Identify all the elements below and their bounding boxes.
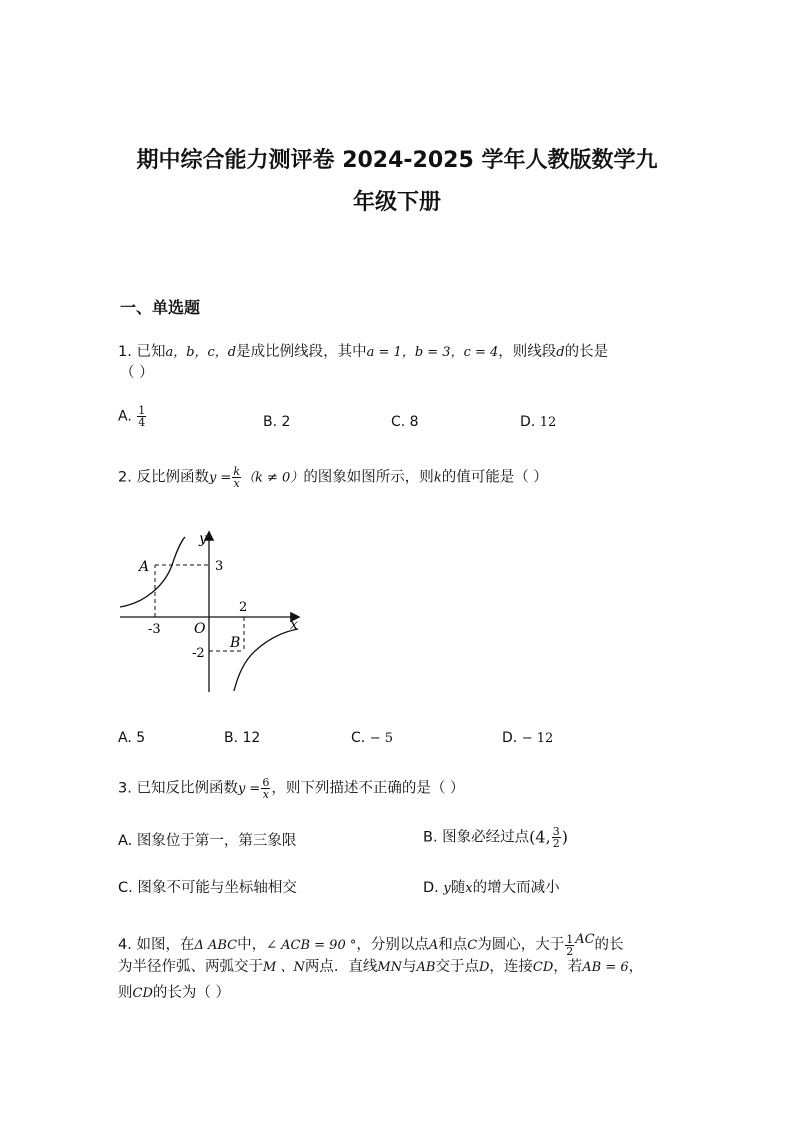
- q1-option-b[interactable]: B. 2: [263, 414, 291, 430]
- q4-ab: AB: [416, 960, 436, 975]
- q4-half-fraction: [565, 934, 574, 957]
- q3-option-d-x: x: [465, 881, 473, 896]
- q3-option-b-den: 2: [552, 837, 560, 850]
- q4-ab-value: AB = 6: [582, 960, 629, 975]
- question-2-stem: [118, 466, 548, 489]
- q3-option-d-mid: 随: [450, 880, 466, 896]
- q4-l1-e: 为圆心，大于: [477, 937, 565, 953]
- q2-fraction: [232, 466, 241, 489]
- question-4-line-2: [118, 957, 643, 978]
- point-a-label: A: [139, 559, 150, 575]
- q4-l2-d: 交于点: [435, 959, 479, 975]
- q1-text-before: 1. 已知: [118, 344, 166, 360]
- q2-option-d-value: − 12: [521, 731, 554, 746]
- tick-label-neg3: -3: [148, 622, 161, 637]
- q4-l2-a: 为半径作弧、两弧交于: [118, 959, 263, 975]
- q1-option-a-label: A.: [118, 408, 132, 425]
- tick-label-2: 2: [239, 600, 248, 615]
- q1-option-a-den: 4: [138, 416, 146, 429]
- q2-option-b[interactable]: B. 12: [224, 730, 261, 746]
- q4-angle: ∠ ACB = 90 °: [266, 938, 357, 953]
- q2-option-d-label: D.: [502, 730, 518, 746]
- q4-cd-2: CD: [132, 986, 153, 1001]
- q4-mn-points: M 、N: [263, 960, 305, 975]
- q1-option-d[interactable]: [520, 414, 556, 430]
- q4-l2-e: ，连接: [489, 959, 533, 975]
- q3-fraction: [261, 777, 270, 800]
- tick-label-neg2: -2: [192, 646, 205, 661]
- q2-frac-den: x: [233, 477, 240, 490]
- document-title-line1: 期中综合能力测评卷 2024-2025 学年人教版数学九: [136, 148, 658, 173]
- q1-text-end: 的长是: [564, 344, 609, 360]
- q1-option-a-fraction: [137, 405, 146, 428]
- q3-option-b-open: (4,: [529, 827, 551, 847]
- q4-half-num: 1: [566, 932, 574, 946]
- q4-l1-c: ，分别以点: [356, 937, 429, 953]
- q2-option-c-label: C.: [351, 730, 366, 746]
- q4-l1-d: 和点: [438, 937, 468, 953]
- q1-text-after: ，则线段: [498, 344, 557, 360]
- q1-option-d-value: 12: [539, 415, 557, 430]
- q4-ac: AC: [575, 932, 595, 947]
- q1-text-mid: 是成比例线段，其中: [236, 344, 367, 360]
- q2-text-after: 的图象如图所示，则: [303, 469, 434, 486]
- q3-option-b-num: 3: [552, 825, 560, 838]
- q2-option-c-value: − 5: [369, 731, 393, 746]
- q4-l2-f: ，若: [553, 959, 583, 975]
- q3-option-c[interactable]: C. 图象不可能与坐标轴相交: [118, 880, 297, 896]
- q3-option-b-label: B. 图象必经过点: [423, 829, 530, 846]
- q2-hyperbola-graph: [110, 525, 310, 700]
- q4-l1-b: 中，: [237, 937, 267, 953]
- q2-frac-num: k: [233, 465, 240, 478]
- q4-l1-f: 的长: [594, 937, 624, 953]
- q3-text-before: 3. 已知反比例函数: [118, 780, 238, 797]
- origin-label: O: [194, 621, 206, 637]
- q4-l1-a: 4. 如图，在: [118, 937, 195, 953]
- q1-option-a-num: 1: [138, 404, 146, 417]
- q3-y-eq: y =: [237, 781, 261, 797]
- q2-option-a[interactable]: A. 5: [118, 730, 146, 746]
- section-heading-single-choice: 一、单选题: [120, 298, 201, 317]
- q2-option-c[interactable]: [351, 730, 393, 746]
- document-title-line2: 年级下册: [352, 190, 441, 215]
- q1-d: d: [556, 345, 565, 360]
- q4-point-d: D: [478, 960, 490, 975]
- q4-point-a: A: [428, 938, 439, 953]
- q2-text-end: 的值可能是（ ）: [441, 469, 548, 486]
- q4-line-mn: MN: [377, 960, 403, 975]
- q2-y-eq: y =: [208, 470, 232, 486]
- q3-option-d[interactable]: [423, 878, 560, 899]
- question-3-stem: [118, 777, 464, 800]
- q1-option-d-label: D.: [520, 414, 536, 430]
- q4-l3-a: 则: [118, 985, 133, 1001]
- q1-vars: a，b，c，d: [165, 345, 237, 360]
- q2-text-before: 2. 反比例函数: [118, 469, 209, 486]
- q2-k: k: [433, 470, 442, 486]
- question-1-stem: [118, 342, 608, 363]
- q3-option-b[interactable]: [423, 826, 568, 849]
- q3-option-b-close: ): [561, 827, 568, 847]
- point-b-label: B: [230, 635, 241, 651]
- q4-half-den: 2: [566, 944, 574, 958]
- q4-l3-b: 的长为（ ）: [152, 985, 230, 1001]
- hyperbola-branch-upper-left: [120, 537, 185, 607]
- q4-triangle: Δ ABC: [194, 938, 238, 953]
- q1-answer-paren: （ ）: [120, 365, 154, 381]
- q2-option-d[interactable]: [502, 730, 553, 746]
- q3-option-d-end: 的增大而减小: [472, 880, 560, 896]
- q3-option-d-label: D.: [423, 880, 439, 896]
- q1-option-a[interactable]: [118, 405, 147, 428]
- question-4-line-3: [118, 983, 230, 1004]
- q2-cond: （k ≠ 0）: [242, 470, 304, 486]
- q3-option-a[interactable]: A. 图象位于第一，第三象限: [118, 833, 297, 849]
- q4-l2-b: 两点．直线: [304, 959, 378, 975]
- q4-point-c: C: [467, 938, 478, 953]
- y-axis-label: y: [199, 531, 207, 547]
- q1-cond: a = 1，b = 3，c = 4: [366, 345, 499, 360]
- q3-frac-num: 6: [262, 776, 270, 789]
- q4-cd: CD: [532, 960, 554, 975]
- q4-l2-g: ，: [628, 959, 644, 975]
- q3-option-b-fraction: [552, 826, 561, 849]
- x-axis-label: x: [290, 617, 298, 633]
- q1-option-c[interactable]: C. 8: [391, 414, 419, 430]
- q3-option-d-y: y: [443, 881, 451, 896]
- q4-l2-c: 与: [402, 959, 417, 975]
- question-4-line-1: [118, 930, 624, 957]
- q3-text-after: ，则下列描述不正确的是（ ）: [271, 780, 465, 797]
- tick-label-3: 3: [215, 559, 224, 574]
- q3-frac-den: x: [262, 788, 269, 801]
